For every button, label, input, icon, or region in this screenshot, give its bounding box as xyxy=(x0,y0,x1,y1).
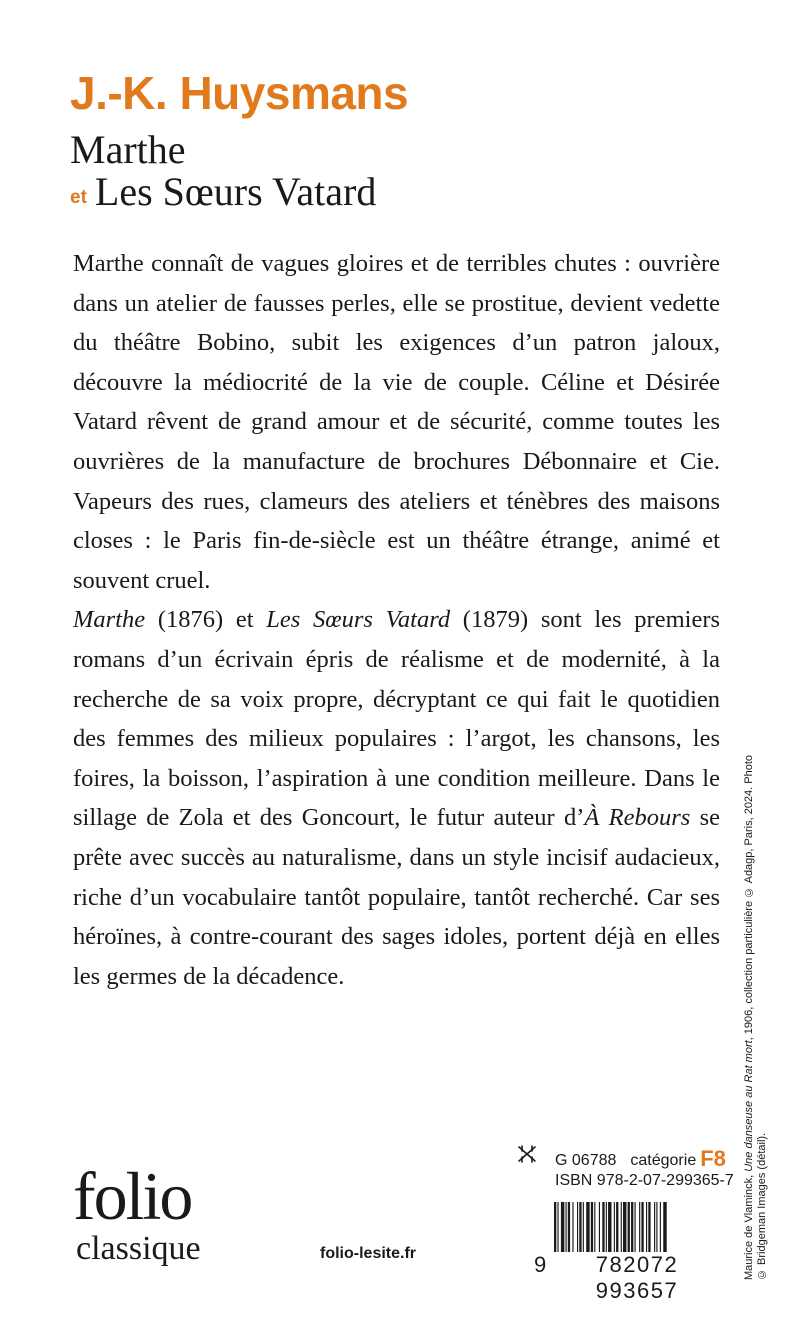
folio-logo-word: folio xyxy=(73,1158,192,1234)
blurb-paragraph-1: Marthe connaît de vagues gloires et de terribles chutes : ouvrière dans un atelier de fausses perles, elle se prostitue, devient vedette du théâtre Bobino, subit les exigences d’un patron jaloux, découvre la médiocrité de la vie de couple. Céline et Désirée Vatard rêvent de grand amour et de sécurité, comme toutes les ouvrières de la manufacture de brochures Débonnaire et Cie. Vapeurs des rues, clameurs des ateliers et ténèbres des maisons closes : le Paris fin-de-siècle est un théâtre étrange, animé et souvent cruel. xyxy=(73,250,720,594)
credit-suffix: , 1906, collection particulière © Adagp, Paris, 2024. Photo xyxy=(743,754,755,1041)
barcode-digits: 782072 993657 xyxy=(552,1252,722,1304)
credit-prefix: Maurice de Vlaminck, xyxy=(743,1174,755,1280)
blurb-year-1: (1876) et xyxy=(157,606,254,634)
publisher-emblem-icon xyxy=(516,1143,538,1165)
price-category: F8 xyxy=(700,1146,726,1171)
blurb-text-1: (1879) sont les premiers romans d’un écrivain épris de réalisme et de modernité, à la recherche de sa voix propre, décryptant ce qui fait le quotidien des femmes des milieux populaires : l’argot, les chansons, les foires, la boisson, l’aspiration à une condition meilleure. Dans le sillage de Zola et des Goncourt, le futur auteur d’ xyxy=(73,606,721,832)
category-label: catégorie xyxy=(630,1152,697,1169)
blurb-text-2: se prête avec succès au naturalisme, dans un style incisif audacieux, riche d’un vocabulaire tantôt populaire, tantôt recherché. Car ses héroïnes, à contre-courant des sages idoles, portent déjà en elles les germes de la décadence. xyxy=(73,804,721,990)
credit-artwork: Une danseuse au Rat mort xyxy=(743,1040,755,1172)
blurb-paragraph-2 xyxy=(73,600,720,996)
author-name: J.-K. Huysmans xyxy=(70,67,409,119)
product-code: G 06788 xyxy=(555,1152,617,1169)
blurb-title-soeurs: Les Sœurs Vatard xyxy=(266,606,451,634)
cover-credit xyxy=(743,660,767,1280)
blurb-title-marthe: Marthe xyxy=(73,606,146,634)
isbn: ISBN 978-2-07-299365-7 xyxy=(555,1172,734,1189)
product-code-line xyxy=(555,1145,726,1171)
classique-logo-word: classique xyxy=(76,1230,201,1267)
blurb xyxy=(73,244,720,996)
blurb-title-rebours: À Rebours xyxy=(584,804,691,832)
book-title-2: Les Sœurs Vatard xyxy=(94,169,377,214)
barcode-first-digit: 9 xyxy=(534,1252,547,1277)
publisher-website: folio-lesite.fr xyxy=(320,1245,417,1262)
cover-credit-line-1 xyxy=(743,660,756,1280)
book-title-2-line xyxy=(70,169,377,214)
book-title-1: Marthe xyxy=(70,127,186,172)
cover-credit-line-2: © Bridgeman Images (détail). xyxy=(756,1132,768,1280)
title-conjunction: et xyxy=(70,187,87,208)
